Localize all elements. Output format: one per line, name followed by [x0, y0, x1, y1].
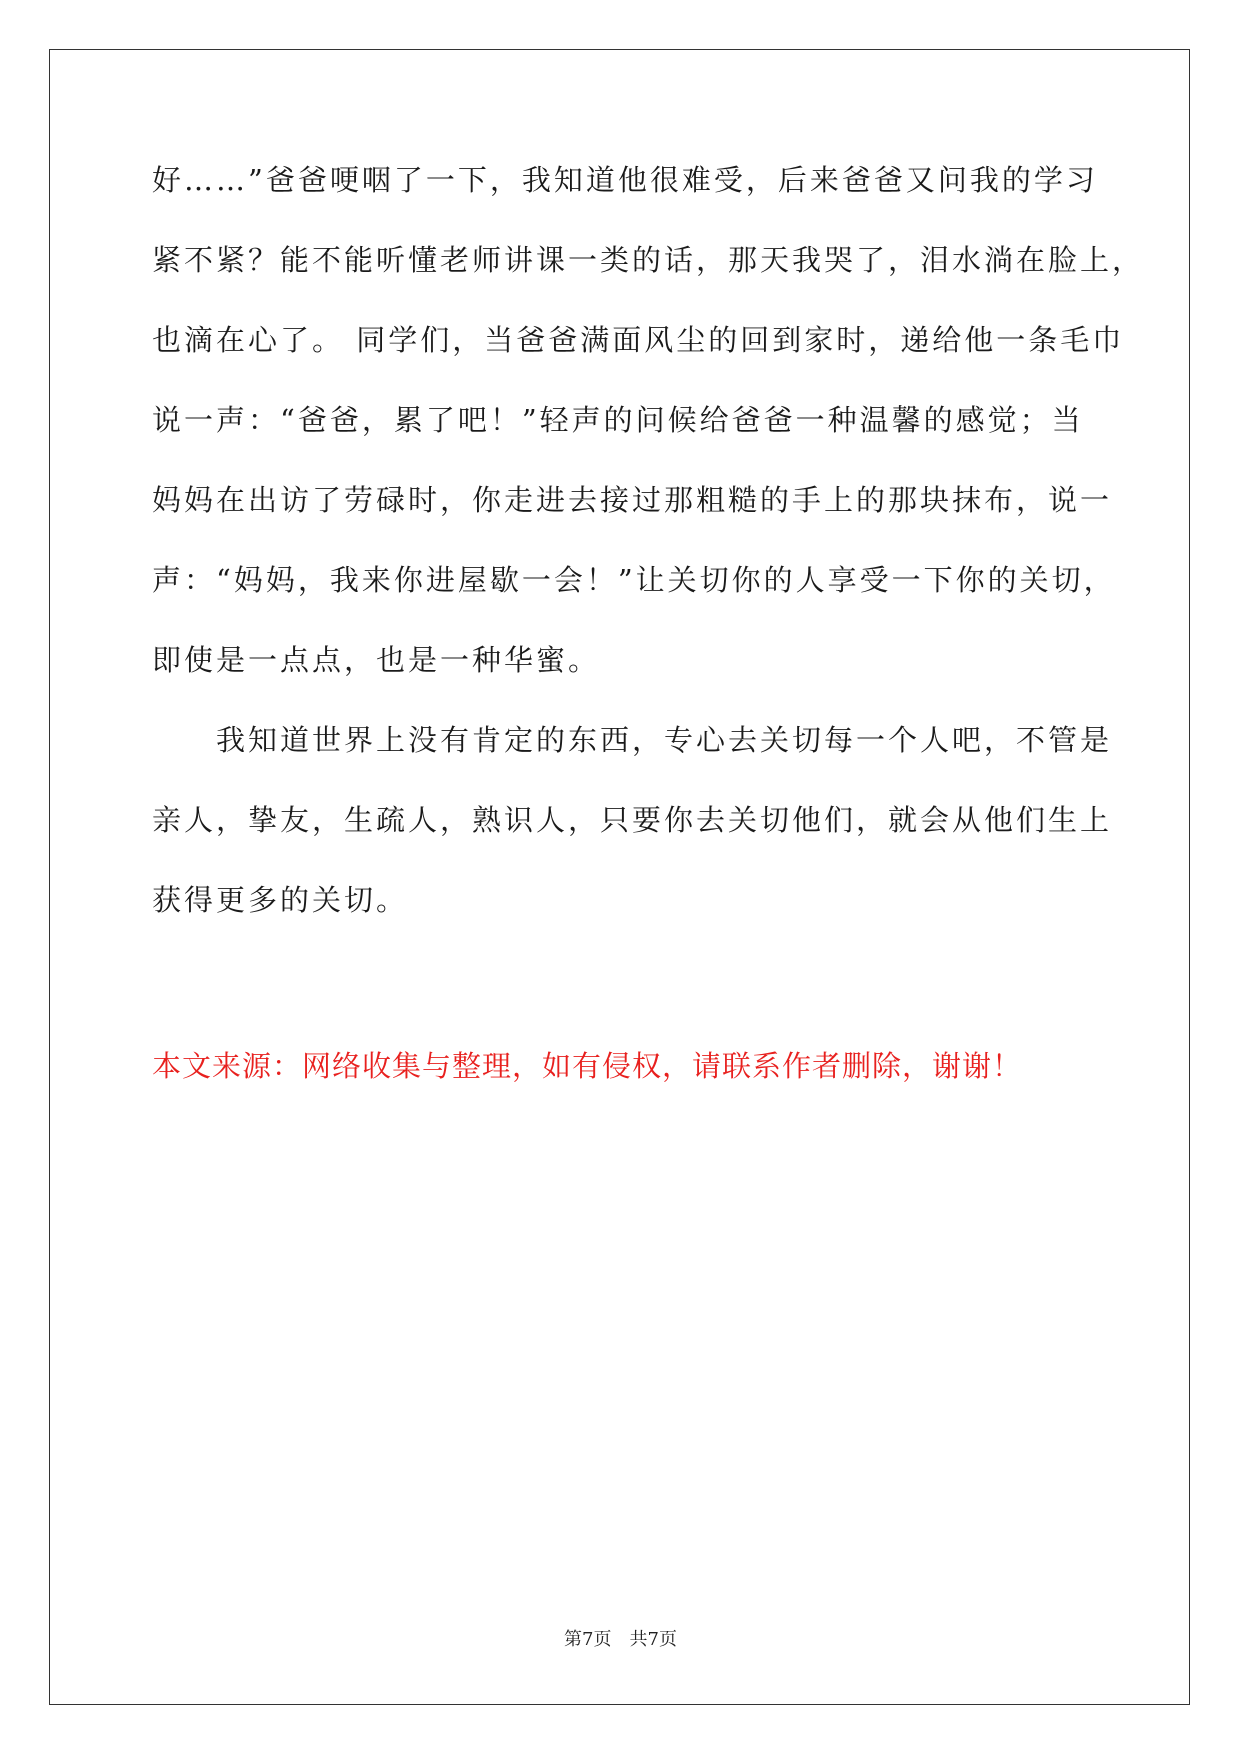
text-line: 也滴在心了。 同学们，当爸爸满面风尘的回到家时，递给他一条毛巾	[152, 323, 1125, 357]
text-line: 说一声：“爸爸，累了吧！”轻声的问候给爸爸一种温馨的感觉；当	[152, 403, 1084, 437]
text-line: 紧不紧？能不能听懂老师讲课一类的话，那天我哭了，泪水淌在脸上，	[152, 243, 1145, 277]
text-line: 即使是一点点，也是一种华蜜。	[152, 643, 601, 677]
text-line: 妈妈在出访了劳碌时，你走进去接过那粗糙的手上的那块抹布，说一	[152, 483, 1113, 517]
text-line: 声：“妈妈，我来你进屋歇一会！”让关切你的人享受一下你的关切，	[152, 563, 1116, 597]
text-line: 亲人，挚友，生疏人，熟识人，只要你去关切他们，就会从他们生上	[152, 803, 1113, 837]
text-line: 好……”爸爸哽咽了一下，我知道他很难受，后来爸爸又问我的学习	[152, 163, 1098, 197]
text-line: 获得更多的关切。	[152, 883, 409, 917]
body-text	[152, 160, 1145, 920]
page-footer: 第7页 共7页	[564, 1629, 677, 1650]
source-note: 本文来源：网络收集与整理，如有侵权，请联系作者删除，谢谢！	[152, 1049, 1023, 1083]
paragraph-first-line: 我知道世界上没有肯定的东西，专心去关切每一个人吧，不管是	[152, 723, 1113, 757]
